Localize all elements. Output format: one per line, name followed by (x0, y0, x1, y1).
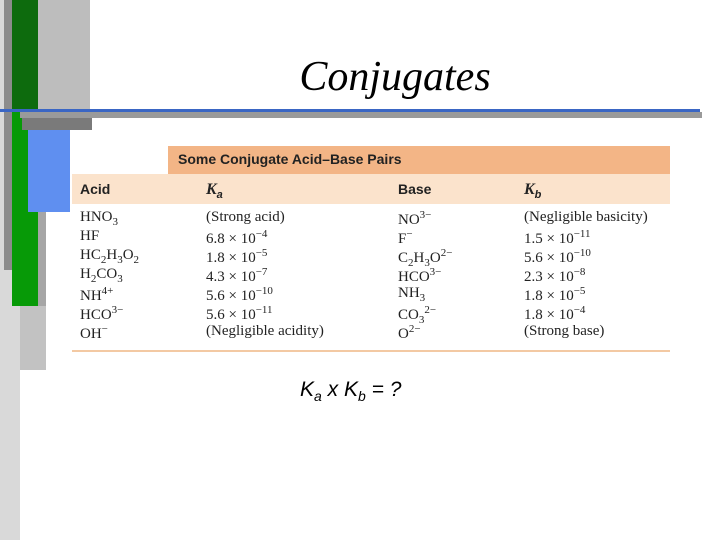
table-cell-acid: $H_2CO_3$ (80, 266, 123, 285)
table-cell-kb: (Negligible basicity) (524, 209, 648, 225)
table-cell-base: $C_2H_3O^{2-}$ (398, 247, 453, 269)
table-cell-kb: $1.5 \times 10^{-11}$ (524, 228, 591, 247)
table-cell-acid: $NH^{4+}$ (80, 285, 114, 304)
decor-bar-dark-green (12, 0, 38, 110)
table-cell-kb: $1.8 \times 10^{-5}$ (524, 285, 586, 304)
table-cell-ka: $5.6 \times 10^{-10}$ (206, 285, 273, 304)
table-title: Some Conjugate Acid–Base Pairs (178, 151, 402, 167)
column-header-ka: $K_a$ (206, 181, 223, 201)
decor-bar-dark-tab (22, 116, 92, 130)
table-cell-base: $NO^{3-}$ (398, 209, 432, 228)
column-header-base: Base (398, 181, 432, 197)
table-cell-base: $O^{2-}$ (398, 323, 421, 342)
equation-ka-kb: $K_a$ x $K_b$ = ? (300, 378, 402, 405)
decor-rule-gray-shadow (20, 112, 702, 118)
table-cell-kb: (Strong base) (524, 323, 605, 339)
table-cell-kb: $2.3 \times 10^{-8}$ (524, 266, 586, 285)
table-cell-ka: (Strong acid) (206, 209, 285, 225)
table-cell-acid: $HNO_3$ (80, 209, 118, 228)
table-cell-base: $HCO^{3-}$ (398, 266, 442, 285)
table-cell-ka: (Negligible acidity) (206, 323, 324, 339)
table-cell-kb: $5.6 \times 10^{-10}$ (524, 247, 591, 266)
table-cell-kb: $1.8 \times 10^{-4}$ (524, 304, 586, 323)
table-cell-acid: $HCO^{3-}$ (80, 304, 124, 323)
table-cell-base: $NH_3$ (398, 285, 426, 304)
conjugate-pairs-table (72, 146, 670, 354)
table-body (72, 204, 670, 350)
decor-bar-lower-gray (20, 306, 46, 370)
column-header-row (72, 174, 670, 205)
table-cell-ka: $4.3 \times 10^{-7}$ (206, 266, 268, 285)
column-header-acid: Acid (80, 181, 111, 197)
table-cell-base: $CO_3^{2-}$ (398, 304, 437, 326)
column-header-kb: $K_b$ (524, 181, 542, 201)
table-cell-ka: $1.8 \times 10^{-5}$ (206, 247, 268, 266)
table-cell-ka: $5.6 \times 10^{-11}$ (206, 304, 273, 323)
decor-bar-blue (28, 122, 70, 212)
table-cell-acid: OH− (80, 323, 108, 342)
table-cell-base: F− (398, 228, 413, 247)
table-bottom-rule (72, 350, 670, 352)
slide-title: Conjugates (299, 54, 491, 100)
table-cell-acid: HF (80, 228, 100, 244)
table-cell-acid: $HC_2H_3O_2$ (80, 247, 140, 266)
table-cell-ka: $6.8 \times 10^{-4}$ (206, 228, 268, 247)
